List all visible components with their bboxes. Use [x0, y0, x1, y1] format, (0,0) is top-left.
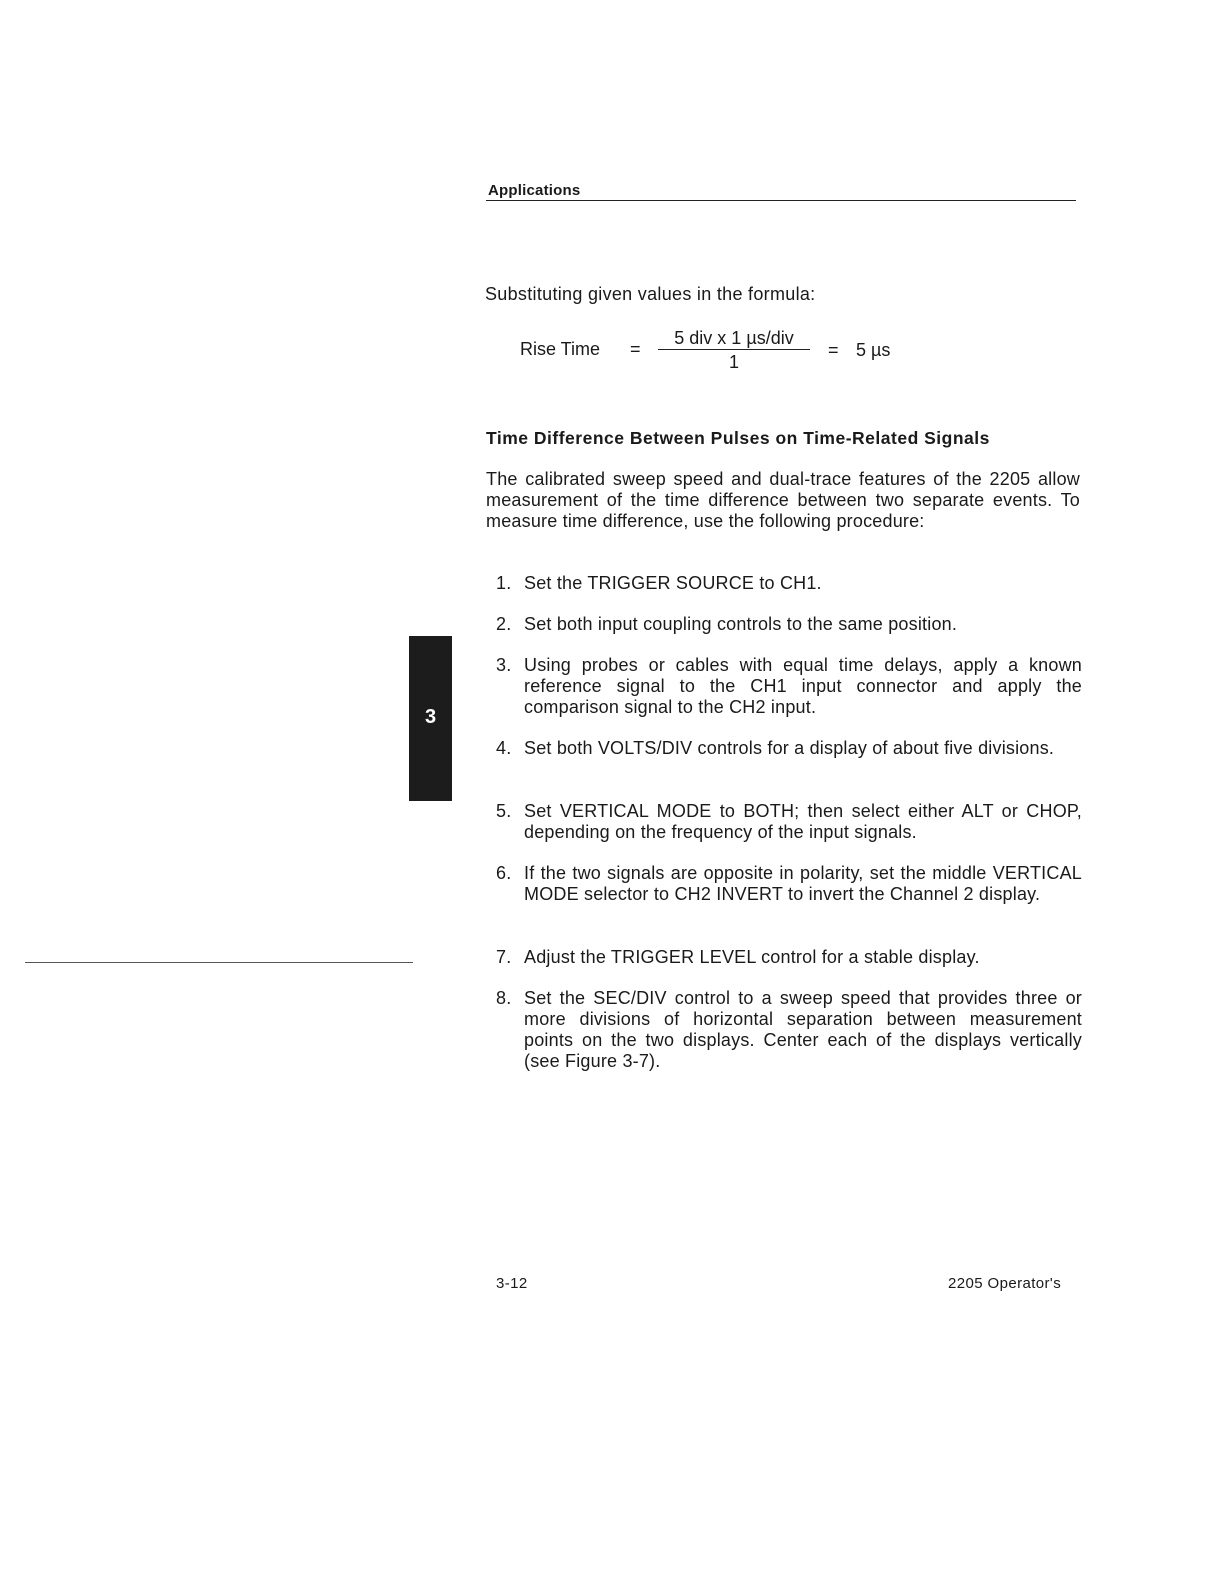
formula-denominator: 1 — [728, 352, 739, 372]
chapter-tab — [409, 636, 452, 801]
step-text: If the two signals are opposite in polarity, set the middle VERTICAL MODE selector to CH2 INVERT to invert the Channel 2 display. — [524, 863, 1082, 904]
formula-result: 5 µs — [856, 340, 891, 360]
margin-rule — [25, 962, 413, 963]
step-number: 8. — [496, 988, 512, 1008]
manual-title: 2205 Operator's — [948, 1275, 1062, 1292]
intro-text: Substituting given values in the formula: — [485, 284, 816, 304]
step-number: 4. — [496, 738, 512, 758]
step-text: Set the SEC/DIV control to a sweep speed that provides three or more divisions of horizontal separation between measurement points on the two displays. Center each of the displays vertically (see Figure 3-7). — [524, 988, 1082, 1071]
formula-lhs: Rise Time — [520, 339, 601, 359]
formula-numerator: 5 div x 1 µs/div — [674, 328, 794, 348]
chapter-tab-number: 3 — [424, 706, 437, 728]
step-number: 6. — [496, 863, 512, 883]
header-section-label: Applications — [488, 182, 581, 199]
header-rule — [486, 200, 1076, 201]
step-text: Set both VOLTS/DIV controls for a display of about five divisions. — [524, 738, 1055, 758]
formula-equals-result: = — [828, 340, 839, 360]
step-number: 5. — [496, 801, 512, 821]
body-paragraph: The calibrated sweep speed and dual-trace features of the 2205 allow measurement of the time difference between two separate events. To measure time difference, use the following procedure: — [486, 469, 1080, 531]
step-number: 3. — [496, 655, 512, 675]
step-number: 1. — [496, 573, 512, 593]
page-number: 3-12 — [496, 1275, 528, 1292]
step-text: Adjust the TRIGGER LEVEL control for a stable display. — [524, 947, 980, 967]
step-text: Using probes or cables with equal time delays, apply a known reference signal to the CH1 input connector and apply the comparison signal to the CH2 input. — [524, 655, 1082, 717]
step-text: Set the TRIGGER SOURCE to CH1. — [524, 573, 822, 593]
formula-fraction-bar — [658, 349, 810, 350]
step-text: Set both input coupling controls to the same position. — [524, 614, 958, 634]
step-number: 2. — [496, 614, 512, 634]
formula-equals: = — [630, 339, 641, 359]
step-text: Set VERTICAL MODE to BOTH; then select either ALT or CHOP, depending on the frequency of the input signals. — [524, 801, 1082, 842]
step-number: 7. — [496, 947, 512, 967]
section-heading: Time Difference Between Pulses on Time-Related Signals — [486, 428, 990, 448]
rise-time-formula — [520, 326, 920, 376]
